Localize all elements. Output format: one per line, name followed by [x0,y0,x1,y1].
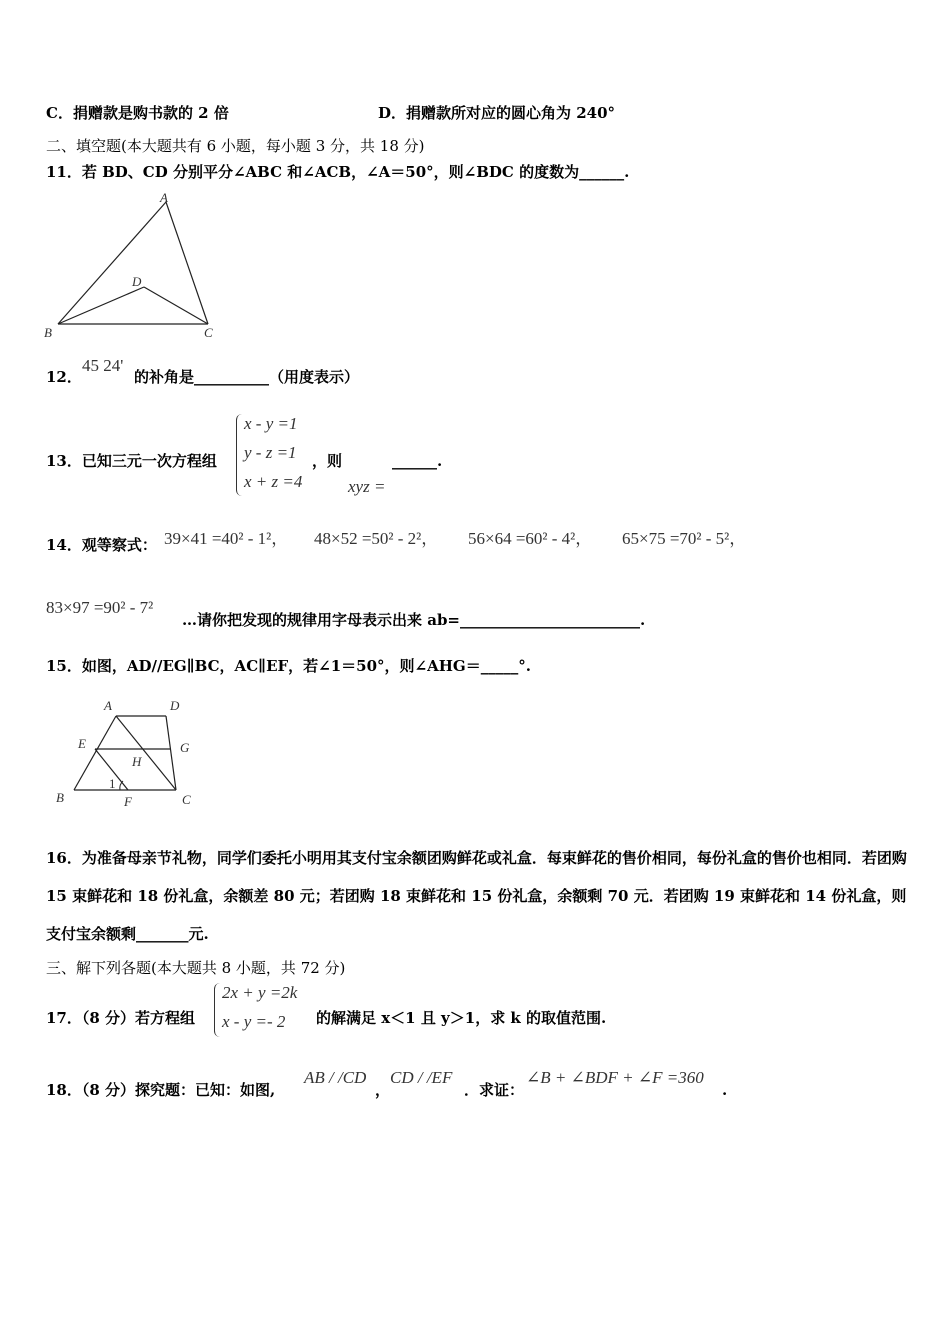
question-13-eq3: x + z =4 [244,472,303,491]
section-heading-fill-in: 二、填空题(本大题共有 6 小题，每小题 3 分，共 18 分) [46,137,425,155]
question-15-trapezoid-figure [50,696,210,814]
label-g: G [180,740,190,755]
edge-ab [58,202,166,324]
label-b: B [44,325,52,340]
question-14-intro: 14．观等察式： [46,536,157,554]
question-18-condition-1: AB / /CD [304,1068,367,1087]
question-18-prefix: 18．（8 分）探究题：已知：如图, [46,1081,276,1099]
question-13-blank: ______. [392,452,443,470]
question-13-result: xyz = [348,477,386,496]
question-17-eq2: x - y =- 2 [222,1012,286,1031]
label-f: F [124,794,132,809]
question-13-eq2: y - z =1 [244,443,297,462]
label-b: B [56,790,64,805]
question-11-text: 11．若 BD、CD 分别平分∠ABC 和∠ACB，∠A＝50°，则∠BDC 的度数为______. [46,163,630,181]
question-17-prefix: 17．（8 分）若方程组 [46,1009,196,1027]
question-14-eq2: 48×52 =50² - 2²， [314,529,439,548]
label-c: C [182,792,191,807]
label-h: H [132,754,142,769]
question-13-eq1: x - y =1 [244,414,298,433]
question-17-suffix: 的解满足 x＜1 且 y＞1，求 k 的取值范围. [316,1009,607,1027]
question-17-brace [214,983,221,1037]
label-d: D [170,698,180,713]
edge-dc [144,287,208,324]
label-a: A [104,698,112,713]
question-18-end: . [722,1081,728,1099]
question-18-condition-2: CD / /EF [390,1068,453,1087]
edge-bd [58,287,144,324]
question-18-separator: ， [375,1081,391,1099]
question-14-eq4: 65×75 =70² - 5²， [622,529,747,548]
label-d: D [132,274,142,289]
question-14-text: …请你把发现的规律用字母表示出来 ab=________________________. [182,611,646,629]
label-a: A [160,190,168,205]
question-13-text: 13．已知三元一次方程组 [46,452,217,470]
edge-ac [166,202,208,324]
question-12-angle: 45 24' [82,356,124,375]
question-18-prove: ．求证： [464,1081,525,1099]
label-e: E [78,736,86,751]
question-13-then: ，则 [312,452,343,470]
question-12-text: 的补角是__________（用度表示） [134,368,360,386]
label-c: C [204,325,213,340]
question-12-number: 12． [46,368,82,386]
question-17-eq1: 2x + y =2k [222,983,298,1002]
question-15-text: 15．如图，AD//EG∥BC，AC∥EF，若∠1＝50°，则∠AHG＝_____°. [46,657,531,675]
question-11-triangle-figure [40,190,230,342]
question-13-brace [236,414,243,496]
question-16-text: 16．为准备母亲节礼物，同学们委托小明用其支付宝余额团购鲜花或礼盒．每束鲜花的售价相同，每份礼盒的售价也相同．若团购 15 束鲜花和 18 份礼盒，余额差 80 元；若团购 18 束鲜花和 15 份礼盒，余额剩 70 元．若团购 19 束鲜花和 14 份礼盒，则支付宝余额剩_______元. [46,849,907,943]
section-heading-solve: 三、解下列各题(本大题共 8 小题，共 72 分) [46,959,346,977]
question-14-last-eq: 83×97 =90² - 7² [46,598,154,617]
label-angle-1: 1 [109,776,116,791]
question-14-eq1: 39×41 =40² - 1²， [164,529,289,548]
option-d: D．捐赠款所对应的圆心角为 240° [378,104,616,122]
option-c: C．捐赠款是购书款的 2 倍 [46,104,229,122]
question-18-claim: ∠B + ∠BDF + ∠F =360 [526,1068,704,1087]
question-14-eq3: 56×64 =60² - 4²， [468,529,593,548]
